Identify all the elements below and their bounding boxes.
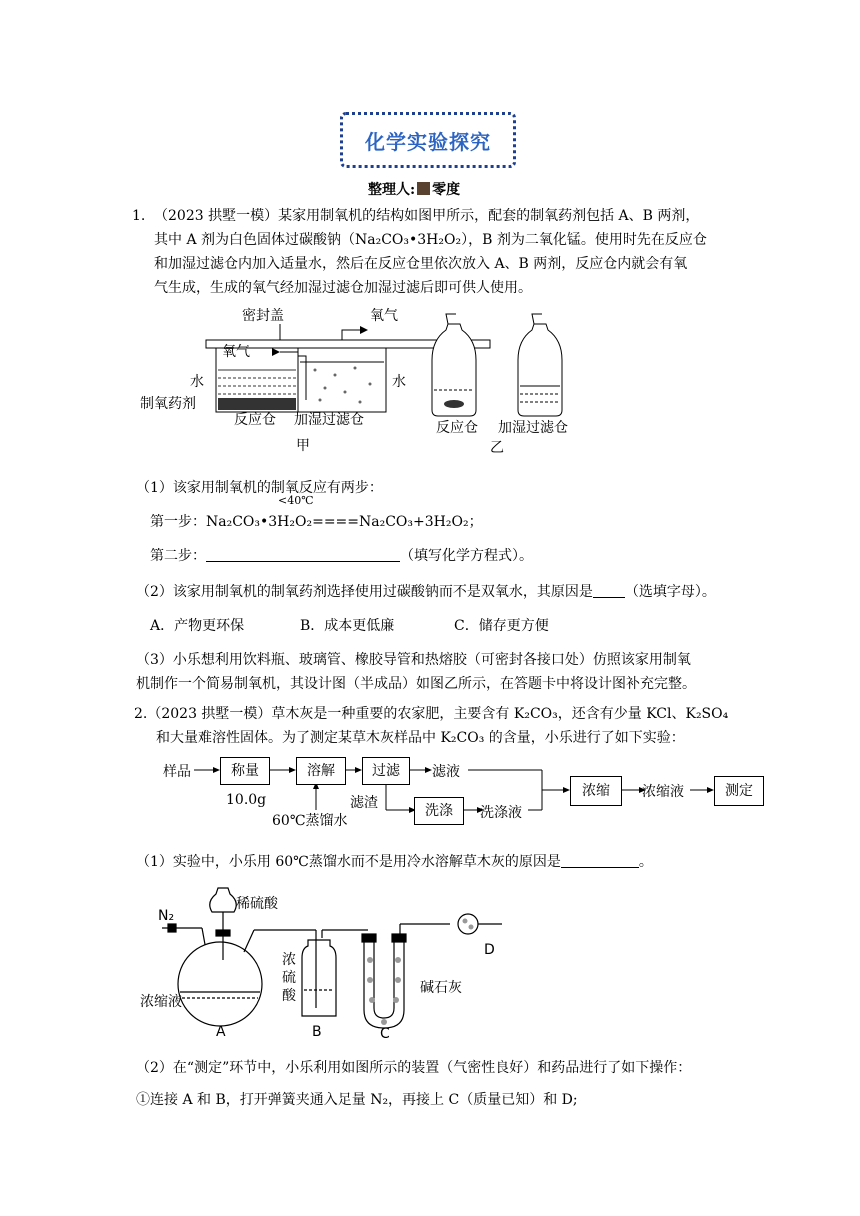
- label-humidify-chamber: 加湿过滤仓: [294, 412, 364, 428]
- label-c: C: [380, 1026, 390, 1040]
- figure-apparatus: [130, 880, 530, 1040]
- label-reaction-chamber: 反应仓: [234, 412, 276, 428]
- q2-intro-line-1: 2.（2023 拱墅一模）草木灰是一种重要的农家肥，主要含有 K₂CO₃，还含有少量 KCl、K₂SO₄: [134, 706, 729, 722]
- flow-residue: 滤渣: [350, 795, 378, 811]
- q1-sub3-line-1: （3）小乐想利用饮料瓶、玻璃管、橡胶导管和热熔胶（可密封各接口处）仿照该家用制氧: [136, 652, 691, 668]
- q1-number: 1.: [132, 208, 146, 224]
- label-d: D: [484, 942, 495, 958]
- q1-sub2-tail: （选填字母）。: [624, 584, 716, 600]
- q1-step1: 第一步：Na₂CO₃•3H₂O₂====Na₂CO₃+3H₂O₂；: [150, 514, 483, 530]
- label-b: B: [312, 1024, 322, 1040]
- q1-step2-tail: （填写化学方程式）。: [400, 548, 533, 564]
- label-yi-humidify: 加湿过滤仓: [498, 420, 568, 436]
- label-oxygen-out: 氧气: [370, 308, 398, 324]
- author-avatar-icon: [417, 182, 430, 195]
- q2-step1: ①连接 A 和 B，打开弹簧夹通入足量 N₂，再接上 C（质量已知）和 D;: [136, 1092, 578, 1108]
- label-water-right: 水: [392, 374, 406, 390]
- q1-option-b: B．成本更低廉: [300, 618, 395, 634]
- label-conc-acid-1: 浓: [282, 952, 296, 968]
- q1-step2-blank[interactable]: [206, 545, 400, 562]
- label-a: A: [216, 1024, 226, 1040]
- q2-intro-line-2: 和大量难溶性固体。为了测定某草木灰样品中 K₂CO₃ 的含量，小乐进行了如下实验：: [156, 730, 685, 746]
- q2-sub1-blank[interactable]: [561, 851, 639, 868]
- flask-a: [178, 942, 262, 1026]
- q1-intro-line-4: 气生成，生成的氧气经加湿过滤仓加湿过滤后即可供人使用。: [154, 280, 532, 296]
- caption-jia: 甲: [296, 438, 310, 454]
- label-yi-reaction: 反应仓: [436, 420, 478, 436]
- q1-sub2-blank[interactable]: [593, 581, 625, 598]
- label-dilute-acid: 稀硫酸: [236, 896, 278, 912]
- q2-sub1: [136, 850, 653, 874]
- q1-intro-line-2: 其中 A 剂为白色固体过碳酸钠（Na₂CO₃•3H₂O₂），B 剂为二氧化锰。使用时先在反应仓: [154, 232, 707, 248]
- flow-water: 60℃蒸馏水: [272, 813, 348, 829]
- q1-intro-line-1: （2023 拱墅一模）某家用制氧机的结构如图甲所示，配套的制氧药剂包括 A、B 两剂，: [154, 208, 700, 224]
- q2-sub1-text: （1）实验中，小乐用 60℃蒸馏水而不是用冷水溶解草木灰的原因是: [136, 854, 561, 870]
- drying-tube-d: [458, 914, 478, 934]
- flow-sample: 样品: [163, 764, 191, 780]
- flow-wash-liquid: 洗涤液: [480, 805, 522, 821]
- flow-weigh-box: 称量: [220, 757, 270, 785]
- label-conc-acid-3: 酸: [282, 988, 296, 1004]
- bottle-b: [302, 940, 336, 1016]
- q1-step2: [150, 544, 533, 568]
- caption-yi: 乙: [490, 440, 504, 456]
- q2-sub2: （2）在“测定”环节中，小乐利用如图所示的装置（气密性良好）和药品进行了如下操作：: [136, 1060, 692, 1076]
- q2-sub1-tail: 。: [638, 854, 653, 870]
- label-oxygen-in: 氧气: [222, 344, 250, 360]
- flow-filtrate: 滤液: [432, 764, 460, 780]
- q1-sub2-text: （2）该家用制氧机的制氧药剂选择使用过碳酸钠而不是双氧水，其原因是: [136, 584, 593, 600]
- q1-sub3-line-2: 机制作一个简易制氧机，其设计图（半成品）如图乙所示，在答题卡中将设计图补充完整。: [136, 676, 696, 692]
- label-water-left: 水: [190, 374, 204, 390]
- author-line: [368, 179, 460, 199]
- flow-wash-box: 洗涤: [414, 797, 464, 825]
- flow-mass: 10.0g: [226, 792, 267, 808]
- flow-filter-box: 过滤: [362, 757, 410, 785]
- flow-concentrate-liquid: 浓缩液: [642, 784, 684, 800]
- q1-condition: <40℃: [278, 494, 314, 507]
- label-soda-lime: 碱石灰: [420, 980, 462, 996]
- figure-oxygen-machine: [130, 300, 590, 460]
- flow-measure-box: 测定: [714, 776, 764, 806]
- q1-option-a: A．产物更环保: [150, 618, 245, 634]
- q1-option-c: C．储存更方便: [454, 618, 549, 634]
- label-conc-acid-2: 硫: [282, 970, 296, 986]
- author-name: 零度: [432, 182, 461, 198]
- flow-dissolve-box: 溶解: [296, 757, 346, 785]
- flow-concentrate-box: 浓缩: [570, 776, 622, 806]
- label-seal-lid: 密封盖: [242, 308, 284, 324]
- label-conc-liquid: 浓缩液: [140, 994, 182, 1010]
- label-reagent: 制氧药剂: [140, 396, 196, 412]
- author-label: 整理人:: [368, 182, 416, 198]
- reagent-pile: [218, 398, 296, 410]
- page-title: 化学实验探究: [365, 129, 491, 154]
- q1-intro-line-3: 和加湿过滤仓内加入适量水，然后在反应仓里依次放入 A、B 两剂，反应仓内就会有氧: [154, 256, 688, 272]
- label-n2: N₂: [158, 908, 175, 924]
- q1-sub1-head: （1）该家用制氧机的制氧反应有两步：: [136, 480, 383, 496]
- q1-sub2: [136, 580, 716, 604]
- title-box: [340, 112, 516, 168]
- q1-step2-label: 第二步：: [150, 548, 206, 564]
